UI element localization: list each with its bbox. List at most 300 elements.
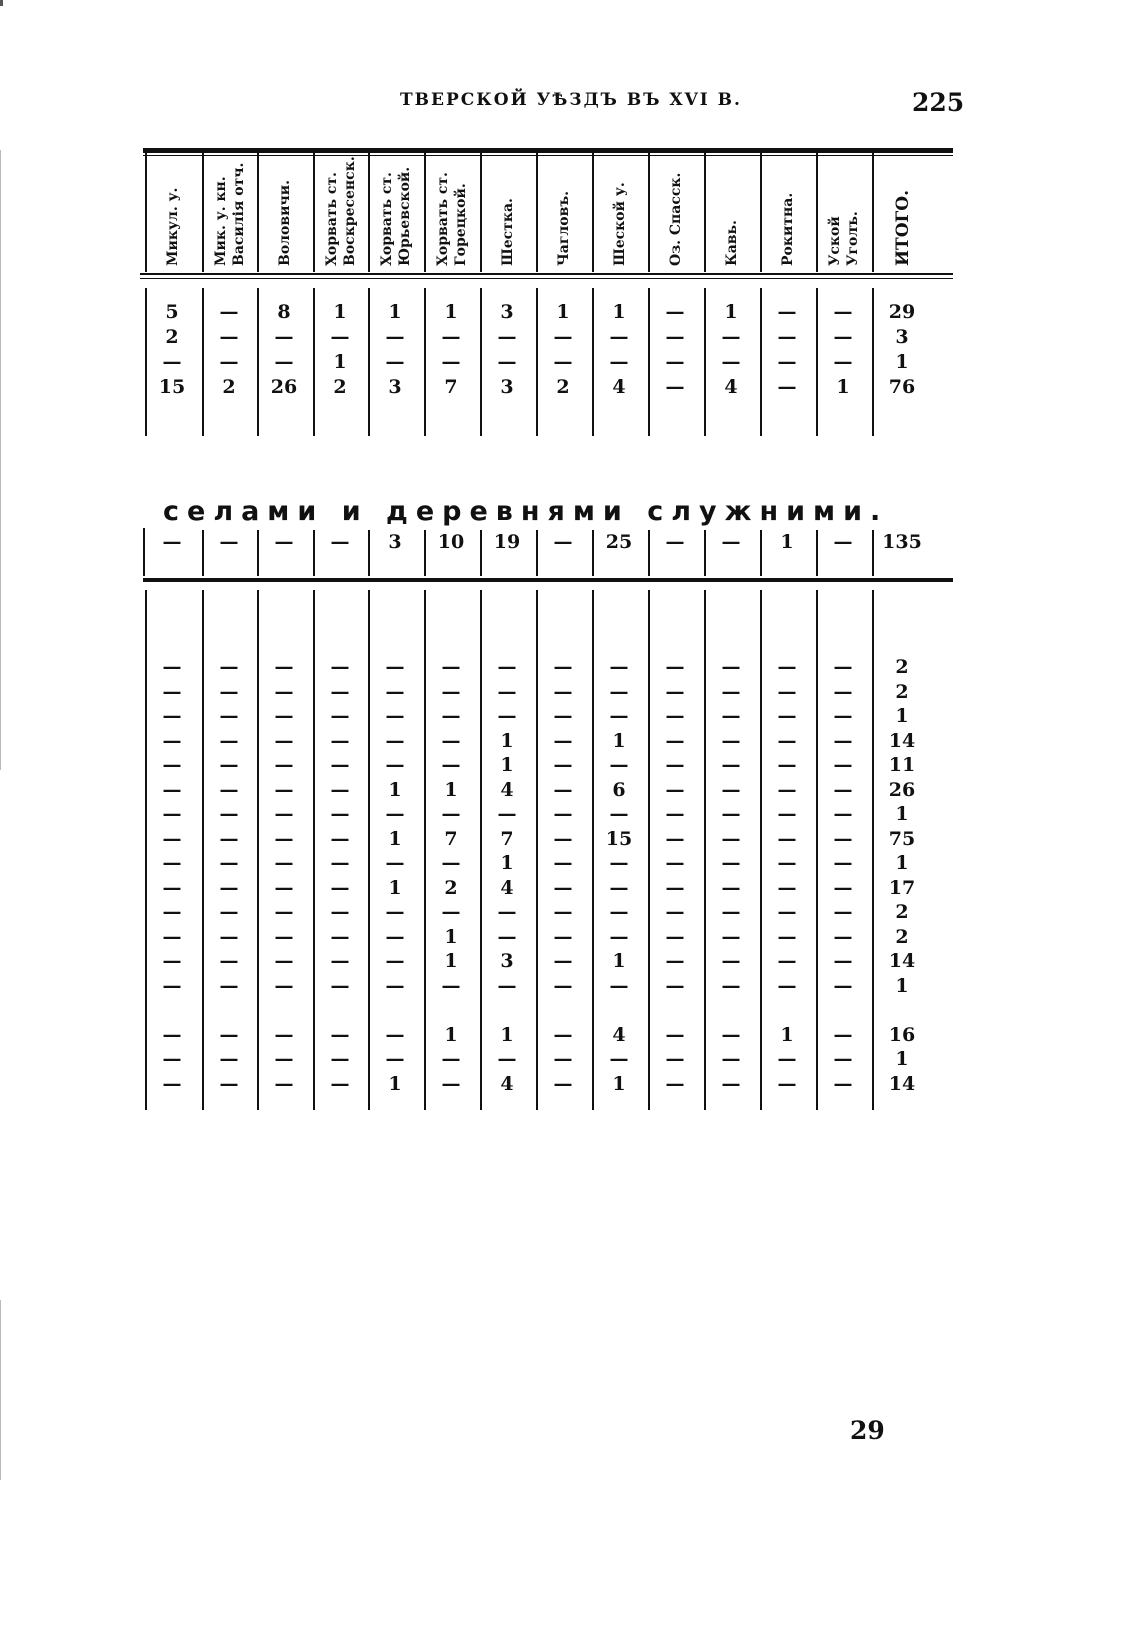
table2-cell: — — [721, 876, 741, 899]
table2-cell: — — [665, 1023, 685, 1046]
table2-first-row-cell: 10 — [437, 531, 465, 553]
table1-cell: — — [833, 351, 853, 373]
table2-cell: — — [330, 852, 350, 874]
table2-cell: — — [665, 901, 685, 923]
table2-cell: — — [162, 803, 182, 825]
table1-cell: — — [219, 301, 239, 323]
table1-cell: 4 — [612, 376, 626, 398]
running-head: ТВЕРСКОЙ УѢЗДЪ ВЪ XVI В. — [400, 90, 742, 110]
table1-cell: — — [219, 351, 239, 373]
table2-cell: — — [274, 852, 294, 874]
table2-row-total: 1 — [895, 1048, 909, 1070]
table2-cell: — — [609, 925, 629, 948]
table2-cell: — — [330, 705, 350, 727]
table1-cell: — — [162, 351, 182, 373]
table1-column-header-line: Хорвать ст. — [324, 172, 340, 266]
table1-cell: 1 — [556, 301, 570, 323]
table1-column-header-line: Шеской у. — [612, 182, 628, 266]
table1-column-rule — [145, 152, 147, 272]
table2-cell: — — [274, 1023, 294, 1046]
table1-header-rule-2 — [140, 278, 953, 279]
table1-column-rule — [760, 152, 762, 272]
table2-cell: — — [777, 852, 797, 874]
table1-cell: — — [497, 351, 517, 373]
table2-cell: — — [162, 1048, 182, 1070]
table2-cell: — — [162, 950, 182, 972]
table2-cell: 1 — [388, 827, 402, 850]
table2-cell: — — [721, 901, 741, 923]
table2-cell: — — [721, 950, 741, 972]
table2-cell: — — [219, 680, 239, 703]
table2-cell: — — [330, 1023, 350, 1046]
table1-cell: 3 — [500, 376, 514, 398]
table1-cell: 3 — [388, 376, 402, 398]
table2-row-total: 1 — [895, 974, 909, 997]
table2-cell: — — [330, 901, 350, 923]
table1-column-header-text — [434, 172, 470, 266]
table1-row-total: 29 — [888, 301, 916, 323]
table2-cell: — — [609, 754, 629, 776]
table2-cell: — — [833, 778, 853, 801]
table2-cell: — — [553, 680, 573, 703]
table2-cell: — — [330, 778, 350, 801]
table2-cell: — — [833, 680, 853, 703]
table2-cell: — — [330, 827, 350, 850]
table1-cell: 1 — [612, 301, 626, 323]
table2-row-total: 2 — [895, 901, 909, 923]
table2-row-total: 75 — [888, 827, 916, 850]
table2-cell: — — [330, 1072, 350, 1095]
table2-cell: — — [609, 901, 629, 923]
table1-column-header-line: Оз. Спасск. — [668, 172, 684, 266]
table2-cell: 1 — [612, 729, 626, 752]
table2-row-total: 17 — [888, 876, 916, 899]
table1-column-rule — [872, 152, 874, 272]
table2-rule — [143, 578, 953, 582]
table1-cell: — — [777, 326, 797, 348]
table1-cell: — — [330, 326, 350, 348]
table2-cell: — — [162, 656, 182, 678]
table1-cell: — — [609, 326, 629, 348]
table2-cell: — — [833, 827, 853, 850]
table2-cell: — — [385, 1023, 405, 1046]
table2-cell: — — [553, 901, 573, 923]
table2-first-row-total: 135 — [882, 531, 922, 553]
table2-cell: — — [162, 1023, 182, 1046]
table2-cell: — — [219, 925, 239, 948]
table2-cell: — — [833, 705, 853, 727]
table1-cell: 2 — [333, 376, 347, 398]
table2-cell: — — [553, 852, 573, 874]
table2-cell: — — [609, 705, 629, 727]
table2-cell: — — [665, 803, 685, 825]
table2-cell: — — [721, 705, 741, 727]
table1-column-rule — [592, 152, 594, 272]
table2-first-row-cell: — — [219, 531, 239, 553]
table2-cell: — — [330, 729, 350, 752]
table2-cell: — — [162, 778, 182, 801]
table2-cell: — — [777, 754, 797, 776]
table2-cell: — — [777, 950, 797, 972]
table2-cell: — — [385, 1048, 405, 1070]
table2-cell: — — [385, 705, 405, 727]
table1-column-header-line: Кавь. — [724, 220, 740, 266]
table1-column-header-text — [499, 198, 517, 266]
table2-cell: — — [330, 950, 350, 972]
section-title: селами и деревнями служними. — [163, 496, 889, 527]
table2-cell: — — [833, 925, 853, 948]
table2-cell: — — [665, 974, 685, 997]
table1-cell: — — [497, 326, 517, 348]
table2-cell: — — [330, 876, 350, 899]
table2-cell: — — [721, 656, 741, 678]
table2-row-total: 2 — [895, 680, 909, 703]
page-number: 225 — [912, 88, 965, 117]
table2-cell: 4 — [612, 1023, 626, 1046]
table1-cell: 2 — [556, 376, 570, 398]
table2-cell: 1 — [500, 1023, 514, 1046]
table2-cell: — — [274, 680, 294, 703]
table1-cell: 1 — [836, 376, 850, 398]
table2-cell: — — [497, 974, 517, 997]
table2-cell: — — [553, 950, 573, 972]
table2-row-total: 14 — [888, 1072, 916, 1095]
table2-cell: — — [833, 656, 853, 678]
table2-cell: 7 — [444, 827, 458, 850]
table2-first-row-cell: — — [665, 531, 685, 553]
table1-column-rule — [480, 152, 482, 272]
table2-cell: — — [441, 803, 461, 825]
table2-cell: — — [162, 729, 182, 752]
table2-cell: — — [162, 1072, 182, 1095]
table1-column-header-line: Уголъ. — [845, 211, 861, 266]
table1-cell: 26 — [270, 376, 298, 398]
table1-column-header-line: Уской — [827, 216, 843, 266]
table2-cell: — — [553, 803, 573, 825]
table1-cell: — — [553, 351, 573, 373]
table2-row-total: 2 — [895, 656, 909, 678]
table2-cell: 1 — [780, 1023, 794, 1046]
table2-cell: — — [162, 754, 182, 776]
table2-cell: — — [777, 901, 797, 923]
table2-cell: — — [385, 656, 405, 678]
table2-cell: — — [833, 974, 853, 997]
table2-cell: — — [497, 1048, 517, 1070]
table2-cell: — — [162, 901, 182, 923]
table2-row-total: 16 — [888, 1023, 916, 1046]
table1-cell: 1 — [388, 301, 402, 323]
table1-cell: 2 — [222, 376, 236, 398]
table1-column-header-line: Рокитна. — [780, 192, 796, 266]
table2-cell: — — [274, 925, 294, 948]
table2-cell: — — [274, 778, 294, 801]
table2-cell: 15 — [605, 827, 633, 850]
table2-cell: — — [553, 705, 573, 727]
table2-cell: — — [721, 974, 741, 997]
table1-cell: 1 — [724, 301, 738, 323]
table2-cell: — — [385, 680, 405, 703]
table2-cell: — — [777, 974, 797, 997]
table2-cell: 1 — [444, 1023, 458, 1046]
table2-cell: — — [833, 754, 853, 776]
table2-cell: 3 — [500, 950, 514, 972]
table2-cell: 2 — [444, 876, 458, 899]
table2-cell: — — [497, 680, 517, 703]
table2-cell: — — [777, 680, 797, 703]
table2-cell: — — [274, 656, 294, 678]
table2-cell: — — [330, 680, 350, 703]
table2-cell: — — [721, 1072, 741, 1095]
table2-cell: — — [274, 1072, 294, 1095]
table2-row-total: 1 — [895, 803, 909, 825]
table2-cell: 1 — [444, 950, 458, 972]
table2-cell: — — [162, 680, 182, 703]
table2-cell: — — [441, 729, 461, 752]
table2-cell: — — [777, 925, 797, 948]
table2-cell: — — [665, 950, 685, 972]
table1-total-header-text: ИТОГО. — [893, 190, 913, 266]
table1-cell: 2 — [165, 326, 179, 348]
table2-cell: 4 — [500, 778, 514, 801]
table2-cell: 1 — [444, 778, 458, 801]
table2-cell: — — [385, 729, 405, 752]
table2-cell: — — [441, 1048, 461, 1070]
table2-cell: — — [441, 1072, 461, 1095]
table1-cell: — — [219, 326, 239, 348]
table2-cell: — — [553, 778, 573, 801]
table1-column-rule — [816, 152, 818, 272]
table1-column-header-text — [276, 180, 294, 266]
table2-cell: — — [665, 876, 685, 899]
table2-cell: 1 — [388, 778, 402, 801]
table1-column-rule — [313, 152, 315, 272]
table1-cell: 4 — [724, 376, 738, 398]
table2-cell: — — [219, 1072, 239, 1095]
table2-cell: — — [219, 729, 239, 752]
table2-cell: — — [833, 803, 853, 825]
table2-first-row-cell: 1 — [780, 531, 794, 553]
table2-cell: — — [721, 827, 741, 850]
table1-cell: 7 — [444, 376, 458, 398]
table2-cell: — — [665, 778, 685, 801]
table2-cell: — — [721, 1023, 741, 1046]
table2-cell: 1 — [612, 1072, 626, 1095]
table1-cell: 1 — [333, 351, 347, 373]
table2-row-total: 14 — [888, 950, 916, 972]
table1-cell: — — [777, 351, 797, 373]
table2-cell: — — [721, 729, 741, 752]
table2-cell: — — [441, 901, 461, 923]
table1-column-rule — [536, 152, 538, 272]
table2-cell: — — [665, 925, 685, 948]
table2-cell: — — [665, 754, 685, 776]
table2-cell: — — [553, 876, 573, 899]
table1-cell: 5 — [165, 301, 179, 323]
table2-cell: — — [665, 1048, 685, 1070]
table1-top-rule-thin — [143, 155, 953, 156]
table2-first-row-cell: — — [162, 531, 182, 553]
table1-cell: — — [553, 326, 573, 348]
table2-cell: 1 — [500, 729, 514, 752]
table2-cell: — — [497, 925, 517, 948]
table2-first-row-cell: 19 — [493, 531, 521, 553]
table2-cell: — — [274, 1048, 294, 1070]
table2-row-total: 14 — [888, 729, 916, 752]
table1-column-header-text — [212, 163, 248, 266]
table2-cell: — — [274, 827, 294, 850]
table1-column-header-line: Юрьевской. — [397, 166, 413, 266]
table2-cell: 1 — [388, 876, 402, 899]
table2-cell: — — [553, 1048, 573, 1070]
table1-column-rule — [424, 152, 426, 272]
table1-cell: 3 — [500, 301, 514, 323]
table2-cell: 1 — [500, 852, 514, 874]
table2-cell: — — [609, 656, 629, 678]
table1-column-rule — [257, 152, 259, 272]
table1-column-header-text — [555, 191, 573, 266]
table2-cell: — — [385, 974, 405, 997]
table2-cell: — — [609, 1048, 629, 1070]
table1-column-header-line: Чагловъ. — [556, 191, 572, 266]
table2-cell: 1 — [388, 1072, 402, 1095]
table2-first-row-cell: — — [274, 531, 294, 553]
left-page-edge — [0, 0, 4, 1633]
table1-top-rule — [143, 148, 953, 153]
table2-cell: — — [777, 729, 797, 752]
table2-cell: — — [833, 950, 853, 972]
table2-cell: — — [441, 680, 461, 703]
table2-cell: — — [777, 656, 797, 678]
table2-cell: — — [162, 852, 182, 874]
table2-cell: — — [497, 705, 517, 727]
table2-cell: — — [274, 754, 294, 776]
table1-column-rule — [648, 152, 650, 272]
table2-cell: — — [385, 925, 405, 948]
table1-row-total: 76 — [888, 376, 916, 398]
table2-cell: — — [219, 656, 239, 678]
table2-cell: — — [665, 705, 685, 727]
table2-cell: — — [721, 680, 741, 703]
table1-header-rule — [140, 273, 953, 275]
table2-cell: — — [497, 656, 517, 678]
table2-cell: — — [777, 705, 797, 727]
table2-cell: — — [553, 925, 573, 948]
table2-cell: — — [721, 925, 741, 948]
table2-cell: — — [385, 803, 405, 825]
table1-row-total: 3 — [895, 326, 909, 348]
table2-cell: — — [833, 901, 853, 923]
table2-cell: — — [833, 852, 853, 874]
table1-row-total: 1 — [895, 351, 909, 373]
table2-cell: — — [777, 827, 797, 850]
table2-cell: — — [553, 656, 573, 678]
table2-cell: — — [162, 705, 182, 727]
table1-column-header-text — [826, 211, 862, 266]
table2-cell: — — [553, 729, 573, 752]
table1-cell: — — [833, 301, 853, 323]
table1-column-header-line: Горецкой. — [453, 183, 469, 266]
table1-column-header-text — [723, 220, 741, 266]
table2-cell: — — [219, 876, 239, 899]
table2-cell: — — [665, 827, 685, 850]
table2-cell: — — [609, 680, 629, 703]
table2-row-total: 2 — [895, 925, 909, 948]
table1-cell: — — [777, 376, 797, 398]
table2-cell: — — [219, 803, 239, 825]
table2-first-row-cell: — — [833, 531, 853, 553]
table1-cell: — — [665, 376, 685, 398]
table2-cell: 4 — [500, 876, 514, 899]
table2-cell: — — [777, 1072, 797, 1095]
table1-cell: — — [385, 351, 405, 373]
table1-column-header-line: Шестка. — [500, 198, 516, 266]
table2-cell: — — [330, 974, 350, 997]
table2-cell: — — [330, 803, 350, 825]
table2-cell: — — [777, 803, 797, 825]
table1-cell: — — [441, 351, 461, 373]
table2-cell: — — [441, 754, 461, 776]
table2-first-row-cell: — — [330, 531, 350, 553]
table2-cell: — — [609, 852, 629, 874]
table2-cell: — — [665, 1072, 685, 1095]
table2-cell: 6 — [612, 778, 626, 801]
table2-cell: — — [833, 729, 853, 752]
table1-column-header-line: Микул. у. — [165, 187, 181, 266]
table2-cell: — — [219, 705, 239, 727]
table2-cell: 4 — [500, 1072, 514, 1095]
table2-cell: — — [162, 827, 182, 850]
table1-column-header-text — [378, 167, 414, 266]
table2-cell: — — [553, 754, 573, 776]
table2-cell: — — [497, 803, 517, 825]
table2-cell: — — [833, 1072, 853, 1095]
table1-cell: — — [274, 326, 294, 348]
table2-row-total: 26 — [888, 778, 916, 801]
table2-cell: — — [219, 754, 239, 776]
table2-cell: — — [441, 974, 461, 997]
table2-cell: — — [721, 1048, 741, 1070]
table2-cell: — — [219, 950, 239, 972]
table1-column-rule — [202, 152, 204, 272]
table1-cell: — — [665, 301, 685, 323]
table2-cell: — — [609, 876, 629, 899]
table2-cell: — — [721, 754, 741, 776]
table2-first-row-cell: 25 — [605, 531, 633, 553]
table2-cell: 1 — [444, 925, 458, 948]
table1-cell: 1 — [444, 301, 458, 323]
table2-cell: — — [162, 876, 182, 899]
table2-cell: — — [274, 950, 294, 972]
table2-cell: — — [777, 876, 797, 899]
table2-cell: — — [553, 1023, 573, 1046]
table2-cell: — — [777, 1048, 797, 1070]
table1-cell: — — [777, 301, 797, 323]
table1-cell: 8 — [277, 301, 291, 323]
table2-cell: — — [553, 974, 573, 997]
table2-first-row-cell: — — [553, 531, 573, 553]
table2-row-total: 1 — [895, 852, 909, 874]
table2-first-row-cell: — — [721, 531, 741, 553]
table2-cell: — — [330, 1048, 350, 1070]
table2-cell: — — [274, 974, 294, 997]
table2-cell: — — [330, 656, 350, 678]
table2-cell: — — [833, 1048, 853, 1070]
table1-cell: 15 — [158, 376, 186, 398]
table2-cell: — — [665, 729, 685, 752]
table2-cell: — — [441, 705, 461, 727]
table1-column-header-line: Воловичи. — [277, 180, 293, 266]
table1-cell: — — [721, 326, 741, 348]
